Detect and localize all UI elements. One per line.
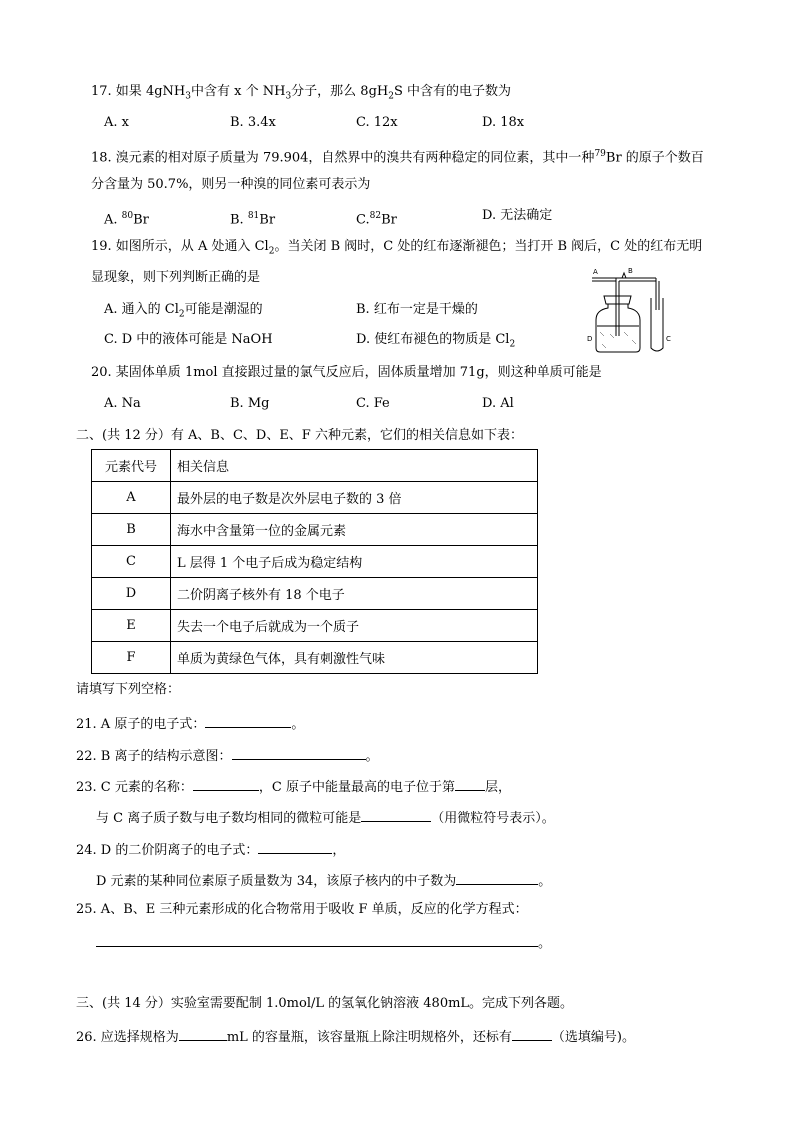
answer-blank[interactable] (205, 713, 291, 728)
option-text: 无法确定 (500, 208, 553, 223)
question-21 (76, 713, 304, 734)
q17-option-c: C. 12x (356, 115, 398, 130)
q20-option-a: A. Na (104, 396, 141, 411)
answer-blank[interactable] (361, 807, 431, 822)
answer-blank[interactable] (456, 870, 538, 885)
option-prefix: C. (356, 212, 370, 228)
q18-text: Br 的原子个数百 (605, 150, 704, 166)
answer-blank[interactable] (96, 932, 538, 947)
q18-option-a (104, 207, 149, 229)
option-text: Br (133, 212, 149, 228)
q24-text: ， (332, 843, 346, 858)
fig-label-b: B (628, 267, 633, 275)
question-25: 25. A、B、E 三种元素形成的化合物常用于吸收 F 单质，反应的化学方程式： (76, 902, 528, 917)
option-sup: 81 (247, 211, 260, 221)
table-cell-info: 失去一个电子后就成为一个质子 (171, 610, 538, 642)
question-18-line2: 分含量为 50.7%，则另一种溴的同位素可表示为 (91, 177, 371, 192)
fill-prompt: 请填写下列空格： (76, 682, 181, 697)
question-25-answer-line (96, 932, 551, 953)
table-row (92, 546, 538, 578)
table-row (92, 514, 538, 546)
fig-label-a: A (593, 268, 598, 276)
q17-text: 17. 如果 4gNH (91, 84, 186, 99)
q24-text: 。 (538, 874, 552, 889)
q23-text: ，C 原子中能量最高的电子位于第 (258, 780, 455, 795)
table-cell-info: 海水中含量第一位的金属元素 (171, 514, 538, 546)
q18-option-b (230, 207, 275, 229)
question-19-line1 (91, 238, 702, 261)
answer-blank[interactable] (455, 776, 485, 791)
q17-option-d: D. 18x (482, 115, 525, 130)
fig-label-c: C (666, 335, 671, 343)
question-20: 20. 某固体单质 1mol 直接跟过量的氯气反应后，固体质量增加 71g，则这种单质可能是 (91, 365, 602, 380)
fig-label-d: D (587, 335, 593, 343)
table-cell-info: 最外层的电子数是次外层电子数的 3 倍 (171, 482, 538, 514)
q17-text: S 中含有的电子数为 (393, 84, 512, 99)
answer-blank[interactable] (258, 839, 332, 854)
option-sup: 80 (121, 211, 134, 221)
q23-text: 层， (484, 780, 511, 795)
question-17 (91, 83, 511, 106)
q17-text: 分子，那么 8gH (291, 84, 389, 99)
q17-option-a: A. x (104, 115, 129, 130)
q20-option-c: C. Fe (356, 396, 390, 411)
option-prefix: A. (104, 212, 122, 228)
table-row (92, 578, 538, 610)
table-cell-code: F (92, 642, 171, 674)
q19-text: 。当关闭 B 阀时，C 处的红布逐渐褪色；当打开 B 阀后，C 处的红布无明 (274, 239, 703, 254)
q17-text: 中含有 x 个 NH (190, 84, 286, 99)
q18-option-c (356, 207, 397, 229)
q21-end: 。 (291, 717, 305, 732)
q19-sub: 2 (268, 246, 275, 257)
table-cell-code: C (92, 546, 171, 578)
q24-text: D 元素的某种同位素原子质量数为 34，该原子核内的中子数为 (96, 874, 457, 889)
q26-text: mL 的容量瓶，该容量瓶上除注明规格外，还标有 (226, 1030, 512, 1045)
answer-blank[interactable] (232, 745, 366, 760)
q20-option-d: D. Al (482, 396, 514, 411)
option-text: A. 通入的 Cl (104, 302, 179, 317)
q19-text: 19. 如图所示，从 A 处通入 Cl (91, 239, 269, 254)
table-cell-info: 单质为黄绿色气体，具有刺激性气味 (171, 642, 538, 674)
table-cell-code: D (92, 578, 171, 610)
q19-option-b: B. 红布一定是干燥的 (356, 302, 478, 317)
q17-sub: 3 (285, 91, 292, 102)
q22-end: 。 (365, 749, 379, 764)
question-23-line2 (96, 807, 555, 828)
option-sub: 2 (509, 339, 516, 350)
q18-text: 18. 溴元素的相对原子质量为 79.904，自然界中的溴共有两种稳定的同位素，其中一种 (91, 150, 595, 166)
q19-option-d (356, 331, 515, 354)
option-sup: 82 (369, 211, 382, 221)
table-row (92, 610, 538, 642)
section-2-heading: 二、(共 12 分）有 A、B、C、D、E、F 六种元素，它们的相关信息如下表： (76, 428, 523, 443)
gas-apparatus-figure (584, 264, 674, 354)
element-info-table (91, 449, 538, 674)
option-text: Br (381, 212, 397, 228)
q19-option-c: C. D 中的液体可能是 NaOH (104, 332, 273, 347)
answer-blank[interactable] (512, 1026, 552, 1041)
q25-end: 。 (538, 936, 552, 951)
answer-blank[interactable] (193, 776, 259, 791)
option-text: D. 使红布褪色的物质是 Cl (356, 332, 510, 347)
q23-text: 与 C 离子质子数与电子数均相同的微粒可能是 (96, 811, 362, 826)
section-3-heading: 三、(共 14 分）实验室需要配制 1.0mol/L 的氢氧化钠溶液 480mL。完成下列各题。 (76, 996, 574, 1011)
q19-option-a (104, 301, 263, 324)
q22-text: 22. B 离子的结构示意图： (76, 749, 232, 764)
table-cell-code: E (92, 610, 171, 642)
q23-text: （用微粒符号表示）。 (431, 811, 555, 826)
question-24-line1 (76, 839, 345, 860)
table-cell-code: A (92, 482, 171, 514)
table-cell-info: L 层得 1 个电子后成为稳定结构 (171, 546, 538, 578)
q24-text: 24. D 的二价阴离子的电子式： (76, 843, 259, 858)
question-18-line1 (91, 145, 704, 167)
table-row (92, 482, 538, 514)
q17-sub: 2 (388, 91, 394, 102)
q17-option-b: B. 3.4x (230, 115, 276, 130)
question-24-line2 (96, 870, 551, 891)
q21-text: 21. A 原子的电子式： (76, 717, 206, 732)
q23-text: 23. C 元素的名称： (76, 780, 193, 795)
table-header: 相关信息 (171, 450, 538, 482)
q18-option-d (482, 207, 552, 225)
table-cell-info: 二价阴离子核外有 18 个电子 (171, 578, 538, 610)
table-cell-code: B (92, 514, 171, 546)
option-sub: 2 (178, 309, 185, 320)
q17-sub: 3 (185, 91, 191, 102)
question-23-line1 (76, 776, 511, 797)
answer-blank[interactable] (179, 1026, 227, 1041)
option-text: 可能是潮湿的 (184, 302, 263, 317)
question-22 (76, 745, 379, 766)
table-header-row (92, 450, 538, 482)
q18-sup: 79 (594, 149, 606, 159)
table-header: 元素代号 (92, 450, 171, 482)
q26-text: （选填编号)。 (551, 1030, 635, 1045)
question-26 (76, 1026, 635, 1047)
option-text: Br (259, 212, 276, 228)
q26-text: 26. 应选择规格为 (76, 1030, 179, 1045)
q20-option-b: B. Mg (230, 396, 270, 411)
table-row (92, 642, 538, 674)
option-prefix: B. (230, 212, 248, 228)
question-19-line2: 显现象，则下列判断正确的是 (91, 270, 261, 285)
option-prefix: D. (482, 208, 501, 223)
